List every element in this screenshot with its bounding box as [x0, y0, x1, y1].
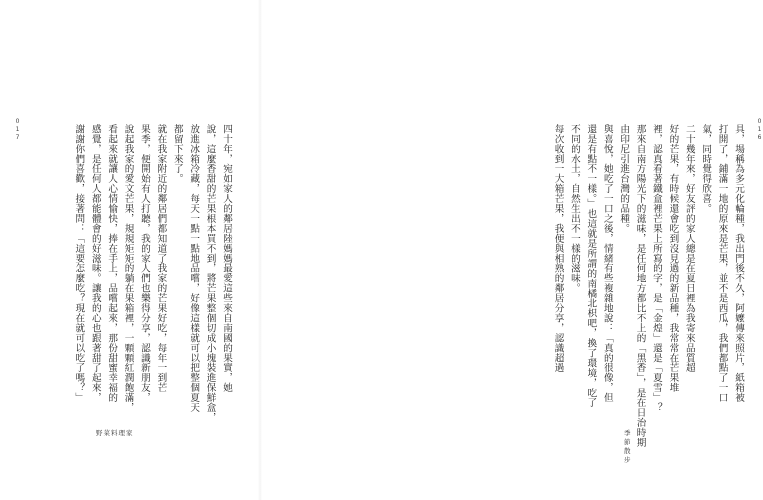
right-page: [260, 0, 763, 500]
left-page: [0, 0, 260, 500]
left-page-body-text: 四十年，宛如家人的鄰居陸媽媽最愛這些來自南國的果實，她 說，這麼香甜的芒果根本買不到，將芒果整個切成小塊裝進保鮮盒， 放進冰箱冷藏，每天一點一點地品嚐，好像這樣就可以把整個夏天 都留下來了。 就在我家附近的鄰居們都知道了我家的芒果好吃，每年一到芒 果季，便開始有人打聽，我的家人們也樂得分享，認識新朋友， 說起我家的愛文芒果，規規矩矩的躺在果箱裡，一顆顆紅潤飽滿， 看起來就讓人心情愉快，捧在手上，品嚐起來，那份甜蜜幸福的 感覺，是任何人都能體會的好滋味。讓我的心也跟著甜了起來， 謝謝你們喜歡，接著問：「這要怎麼吃？現在就可以吃了嗎？」: [73, 124, 232, 423]
left-running-head: 野菜料理家: [96, 429, 134, 437]
right-running-head: 季節散步: [624, 429, 632, 464]
left-page-number: 017: [14, 118, 21, 142]
right-page-body-text: 具，場稱為多元化輪種，我出門後不久，阿嬤傳來照片，紙箱被 打開了，鋪滿一地的原來是芒果，並不是西瓜，我們都點了一口 氣，同時覺得欣喜。 二十幾年來，好友評的家人總是在夏日裡為我寄來品質超 好的芒果，有時候還會吃到沒見過的新品種，我常常在芒果堆 裡，認真看著鐵盒裡芒果上所寫的字，是「金煌」還是「夏雪」？ 那來自南方陽光下的滋味，是任何地方都比不上的「黑香」，是在日治時期 由印尼引進台灣的品種。 與喜悅，她吃了一口之後，情緒有些複雜地說：「真的很像，但 還是有點不一樣。」也這就是所謂的南橘北枳吧，換了環境，吃了 不同的水土，自然生出不一樣的滋味。 每次收到一大箱芒果，我便與相熟的鄰居分享，認識超過: [552, 124, 744, 448]
right-page-number: 016: [756, 118, 763, 142]
